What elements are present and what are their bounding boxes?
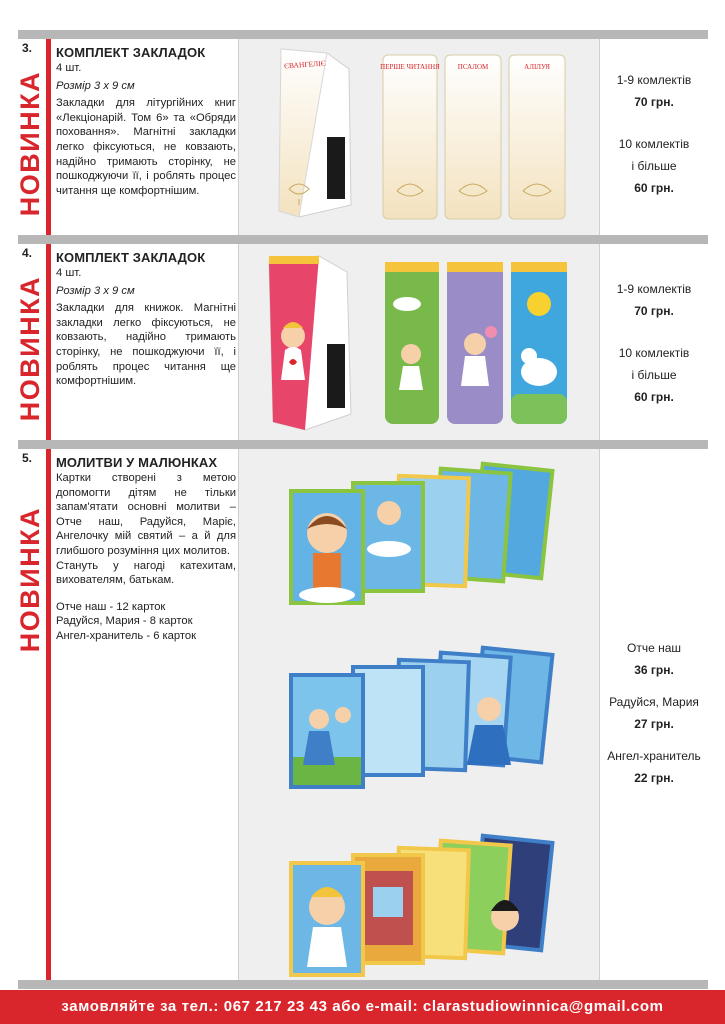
new-badge: НОВИНКА	[15, 70, 46, 216]
price-value: 27 грн.	[634, 717, 674, 731]
price-tier2-label: 10 комлектів	[618, 346, 690, 360]
price-label: Отче наш	[626, 641, 682, 655]
price-column	[600, 244, 708, 440]
item-text: Закладки для літургійних книг «Лекціонарій. Том 6» та «Обряди поховання». Магнітні закладки легко фіксуються, не ковзають, надійно тримають сторінку, не пошкоджуючи її, і роблять процес читання ще комфортнішим.	[56, 97, 236, 197]
item-title: КОМПЛЕКТ ЗАКЛАДОК	[56, 45, 206, 60]
card-set-item: Радуйся, Мария - 8 карток	[56, 615, 193, 628]
item-description	[56, 455, 236, 644]
product-image-prayer-cards	[238, 449, 600, 980]
item-size: Розмір 3 х 9 см	[56, 79, 135, 92]
price-tier2-label: 10 комлектів	[618, 137, 690, 151]
price-tier1-label: 1-9 комлектів	[616, 282, 692, 296]
red-accent-line	[46, 449, 51, 980]
new-badge: НОВИНКА	[15, 275, 46, 421]
row-separator-top	[18, 30, 708, 39]
bookmark-label: АЛІЛУЯ	[524, 63, 550, 71]
price-value: 22 грн.	[634, 771, 674, 785]
price-label: Ангел-хранитель	[607, 749, 701, 763]
price-tier1-value: 70 грн.	[634, 304, 674, 318]
price-tier2-label-2: і більше	[631, 159, 677, 173]
product-row-4	[15, 244, 708, 440]
product-row-3	[15, 39, 708, 235]
product-image-kids-bookmarks	[238, 244, 600, 440]
item-quantity: 4 шт.	[56, 62, 82, 74]
item-title: КОМПЛЕКТ ЗАКЛАДОК	[56, 250, 206, 265]
product-row-5	[15, 449, 708, 980]
card-set-item: Отче наш - 12 карток	[56, 600, 166, 613]
row-number-column	[15, 39, 46, 235]
row-number-column	[15, 244, 46, 440]
bookmark-label: ПЕРШЕ ЧИТАННЯ	[380, 63, 440, 71]
product-image-liturgical-bookmarks	[238, 39, 600, 235]
bookmark-label: ПСАЛОМ	[457, 63, 489, 71]
item-number: 4.	[22, 246, 33, 260]
price-tier2-label-2: і більше	[631, 368, 677, 382]
price-label: Радуйся, Мария	[609, 695, 699, 709]
bookmark-label: ЄВАНГЕЛІЄ	[283, 58, 326, 71]
item-quantity: 4 шт.	[56, 267, 82, 279]
item-description	[56, 250, 236, 389]
item-number: 5.	[22, 451, 33, 465]
price-column	[600, 449, 708, 980]
red-accent-line	[46, 39, 51, 235]
item-description	[56, 45, 236, 198]
price-tier1-label: 1-9 комлектів	[616, 73, 692, 87]
price-column	[600, 39, 708, 235]
contact-footer: замовляйте за тел.: 067 217 23 43 або e-mail: clarastudiowinnica@gmail.com	[0, 990, 725, 1024]
item-size: Розмір 3 х 9 см	[56, 284, 135, 297]
row-number-column	[15, 449, 46, 980]
new-badge: НОВИНКА	[15, 506, 46, 652]
row-separator-1	[18, 235, 708, 244]
item-number: 3.	[22, 41, 33, 55]
price-tier2-value: 60 грн.	[634, 390, 674, 404]
red-accent-line	[46, 244, 51, 440]
row-separator-bottom	[18, 980, 708, 989]
item-text: Закладки для книжок. Магнітні закладки легко фіксуються, не ковзають, надійно тримають сторінку, не пошкоджуючи її, і роблять процес читання ще комфортнішим.	[56, 302, 236, 388]
card-set-item: Ангел-хранитель - 6 карток	[56, 629, 196, 642]
item-title: МОЛИТВИ У МАЛЮНКАХ	[56, 455, 218, 470]
price-tier2-value: 60 грн.	[634, 181, 674, 195]
row-separator-2	[18, 440, 708, 449]
item-text: Картки створені з метою допомогти дітям не тільки запам'ятати основні молитви – Отче наш, Радуйся, Маріє, Ангелочку мій святий – а й для глибшого розуміння цих молитов.	[56, 472, 236, 557]
item-audience: Стануть у нагоді катехитам, вихователям, батькам.	[56, 559, 236, 587]
price-value: 36 грн.	[634, 663, 674, 677]
price-tier1-value: 70 грн.	[634, 95, 674, 109]
